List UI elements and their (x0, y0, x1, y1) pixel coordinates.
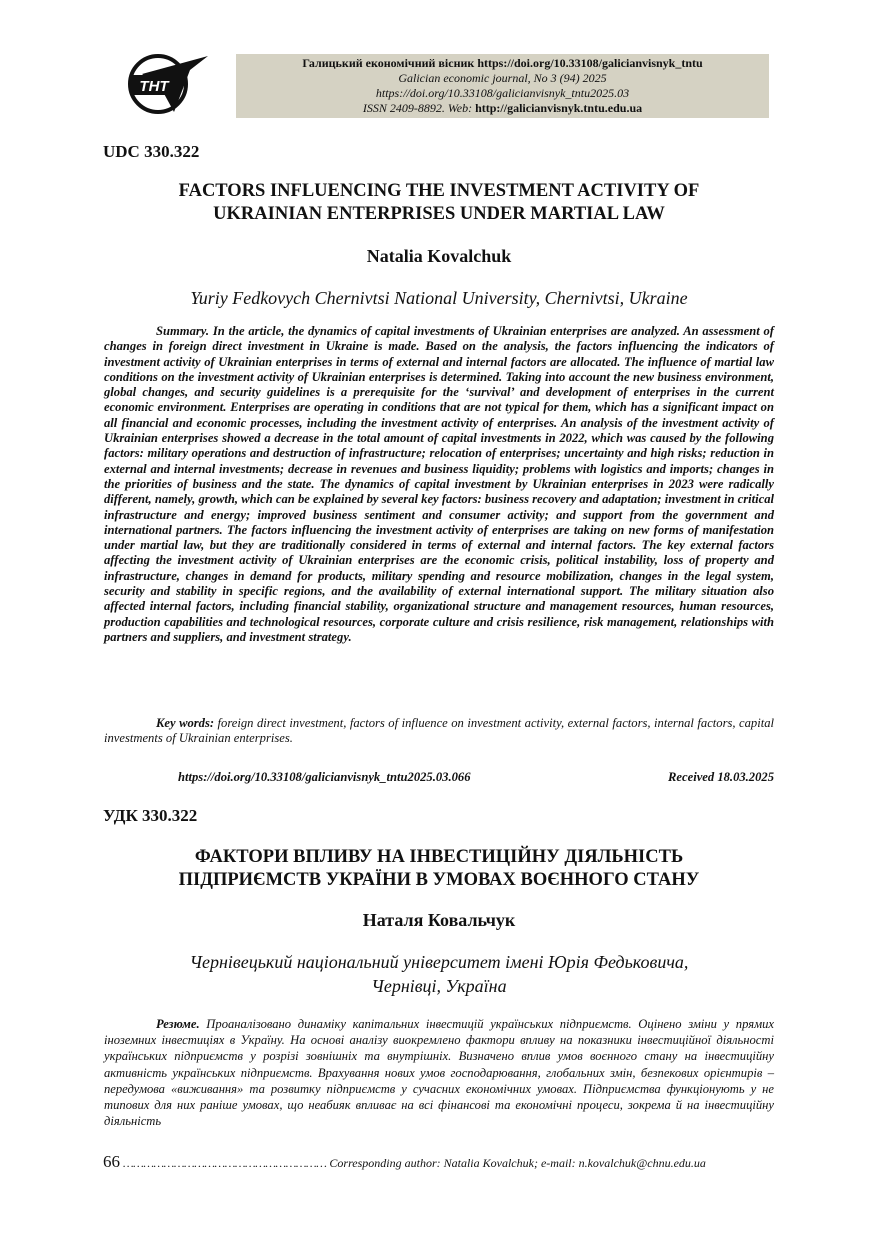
page-footer (103, 1152, 775, 1172)
corresponding-author: Corresponding author: Natalia Kovalchuk; e-mail: n.kovalchuk@chnu.edu.ua (329, 1156, 706, 1170)
summary-label: Summary. (156, 324, 210, 338)
article-doi-link[interactable]: https://doi.org/10.33108/galicianvisnyk_tntu2025.03.066 (178, 770, 471, 784)
issn-text: ISSN 2409-8892. Web: (362, 101, 476, 115)
author-name-ua: Наталя Ковальчук (362, 910, 516, 930)
affiliation-ua-line-1: Чернівецький національний університет імені Юрія Федьковича, (189, 952, 689, 972)
article-title (103, 180, 775, 226)
udc-code-ua: УДК 330.322 (103, 806, 198, 825)
author-affiliation: Yuriy Fedkovych Chernivtsi National University, Chernivtsi, Ukraine (190, 288, 688, 308)
title-line-2: UKRAINIAN ENTERPRISES UNDER MARTIAL LAW (213, 204, 665, 224)
affiliation-ua-line-2: Чернівці, Україна (371, 976, 507, 996)
journal-logo (124, 50, 208, 116)
summary-text-ua: Проаналізовано динаміку капітальних інвестицій українських підприємств. Оцінено зміни у прямих іноземних інвестиціях в Україну. На основі аналізу виокремлено фактори впливу на показники інвестиційної діяльності українських підприємств у розрізі зовнішніх та внутрішніх. Визначено вплив умов воєнного стану на інвестиційну активність українських підприємств. Врахування нових умов господарювання, глобальних змін, безпекових орієнтирів – передумова «виживання» та розвитку підприємств у сучасних економічних умовах. Підприємства функціонують у не типових для них раніше умовах, що неабияк впливає на всі фінансові та економічні процеси, зокрема й на інвестиційну діяльність (104, 1017, 774, 1129)
summary-text: In the article, the dynamics of capital investments of Ukrainian enterprises are analyzed. An assessment of changes in foreign direct investment in Ukraine is made. Based on the analysis, the factors influencing the indicators of investment activity of Ukrainian enterprises in terms of external and internal factors are allocated. The influence of martial law conditions on the investment activity of Ukrainian enterprises is determined. Taking into account the new business environment, global changes, and security guidelines is a prerequisite for the ‘survival’ and development of enterprises in the current economic environment. Enterprises are operating in conditions that are not typical for them, which has a significant impact on all financial and economic processes, including the investment activity of enterprises. An analysis of the investment activity of Ukrainian enterprises showed a decrease in the total amount of capital investments in 2022, which was caused by the following factors: military operations and destruction of infrastructure; relocation of enterprises; uncertainty and high risks; reduction in external and internal investments; decrease in revenues and business liquidity; problems with logistics and imports; changes in the priorities of business and the state. The dynamics of capital investment by Ukrainian enterprises in 2023 were radically different, namely, growth, which can be explained by several key factors: business recovery and adaptation; investment in critical infrastructure and energy; improved business sentiment and consumer activity; and support from the government and international partners. The factors influencing the investment activity of enterprises are taking on new forms of manifestation under martial law, but they are traditionally considered in terms of external and internal factors. The key external factors affecting the investment activity of Ukrainian enterprises are the economic crisis, political instability, loss of property and infrastructure, changes in demand for products, military spending and resource mobilization, changes in the legal system, security and stability in specific regions, and the availability of external international support. The military situation also affected internal factors, including financial stability, organizational structure and management resources, human resources, production capabilities and technological resources, corporate culture and crisis resilience, risk management, relationships with partners and suppliers, and investment strategy. (104, 324, 774, 644)
article-title-ua (103, 846, 775, 892)
author-name: Natalia Kovalchuk (366, 246, 512, 266)
summary-label-ua: Резюме. (156, 1017, 200, 1031)
summary-paragraph-ua (104, 1016, 774, 1129)
udc-code: UDC 330.322 (103, 142, 200, 161)
journal-title-en: Galician economic journal, No 3 (94) 2025 (398, 71, 607, 85)
title-ua-line-1: ФАКТОРИ ВПЛИВУ НА ІНВЕСТИЦІЙНУ ДІЯЛЬНІСТЬ (194, 847, 684, 867)
issn-line (236, 101, 769, 116)
journal-website-link[interactable]: http://galicianvisnyk.tntu.edu.ua (475, 101, 643, 115)
issue-doi: https://doi.org/10.33108/galicianvisnyk_tntu2025.03 (375, 86, 630, 100)
logo-text: ТНТ (139, 78, 169, 95)
journal-header (236, 54, 769, 118)
keywords-paragraph (104, 716, 774, 747)
summary-paragraph (104, 324, 774, 645)
journal-title-ua: Галицький економічний вісник https://doi.org/10.33108/galicianvisnyk_tntu (302, 56, 703, 70)
title-line-1: FACTORS INFLUENCING THE INVESTMENT ACTIVITY OF (178, 181, 700, 201)
page-number: 66 (103, 1152, 120, 1171)
keywords-text: foreign direct investment, factors of influence on investment activity, external factors, internal factors, capital investments of Ukrainian enterprises. (104, 716, 774, 746)
author-affiliation-ua (103, 950, 775, 998)
footer-leader-dots: …………………………………………………… (123, 1156, 327, 1170)
title-ua-line-2: ПІДПРИЄМСТВ УКРАЇНИ В УМОВАХ ВОЄННОГО СТАНУ (178, 870, 700, 890)
received-date: Received 18.03.2025 (668, 770, 774, 784)
keywords-label: Key words: (156, 716, 215, 730)
